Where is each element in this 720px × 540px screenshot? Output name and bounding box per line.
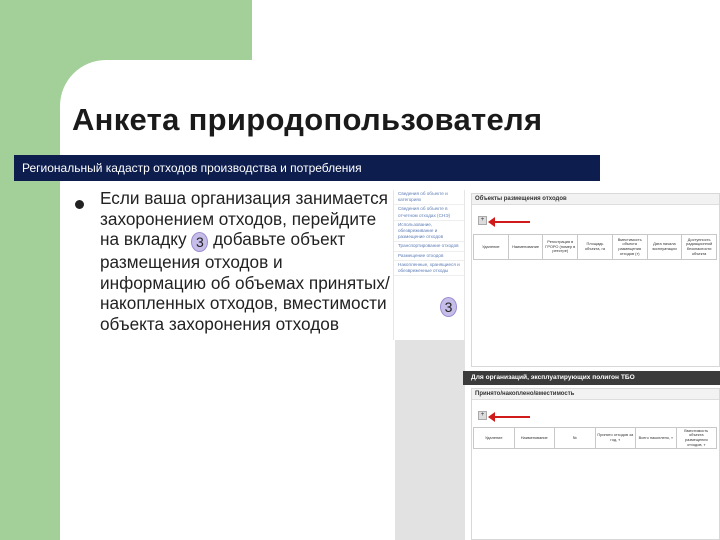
nav-item[interactable]: Транспортирование отходов bbox=[394, 242, 464, 251]
table-header-cell: Принято отходов за год, т bbox=[595, 428, 636, 449]
table-header-cell: Вместимость объекта размещения отходов, т bbox=[676, 428, 717, 449]
table-header-cell: Удаление bbox=[474, 428, 515, 449]
nav-item[interactable]: Использование, обезвреживание и размещение отходов bbox=[394, 221, 464, 243]
nav-item[interactable]: Сведения об объекте и категориях bbox=[394, 190, 464, 205]
subtitle-bar: Региональный кадастр отходов производства и потребления bbox=[14, 155, 600, 181]
table-header-cell: Дата начала эксплуатации bbox=[647, 235, 682, 260]
accepted-panel-title: Принято/накоплено/вместимость bbox=[472, 389, 719, 400]
screenshot-grey-strip bbox=[395, 340, 465, 540]
table-header-cell: Наименование bbox=[508, 235, 543, 260]
table-header-cell: Удаление bbox=[474, 235, 509, 260]
org-header-bar: Для организаций, эксплуатирующих полигон ТБО bbox=[463, 371, 720, 385]
tab-number-badge: 3 bbox=[191, 232, 208, 252]
accepted-panel bbox=[471, 388, 720, 540]
table-header-cell: Вместимость объекта размещения отходов (т) bbox=[612, 235, 647, 260]
bullet-text bbox=[100, 188, 392, 335]
add-object-icon[interactable]: + bbox=[478, 216, 487, 225]
nav-badge: 3 bbox=[440, 297, 457, 317]
nav-item[interactable]: Накопленные, хранящиеся и обезвреженные отходы bbox=[394, 261, 464, 276]
objects-table bbox=[473, 234, 717, 260]
objects-panel-title: Объекты размещения отходов bbox=[472, 194, 719, 205]
table-header-cell: № bbox=[555, 428, 596, 449]
table-header-cell: Площадь объекта, га bbox=[578, 235, 613, 260]
table-row bbox=[474, 235, 717, 260]
red-arrow-icon bbox=[494, 416, 530, 418]
red-arrow-icon bbox=[494, 221, 530, 223]
bullet-text-part2: добавьте объект размещения отходов и информацию об объемах принятых/накопленных отходов, вместимости объекта захоронения отходов bbox=[100, 229, 390, 334]
table-header-cell: Всего накоплено, т bbox=[636, 428, 677, 449]
bullet-dot bbox=[75, 200, 84, 209]
table-header-cell: Доступность радиационной безопасности объекта bbox=[682, 235, 717, 260]
nav-item[interactable]: Размещение отходов bbox=[394, 252, 464, 261]
accepted-table bbox=[473, 427, 717, 449]
objects-panel bbox=[471, 193, 720, 367]
slide-title: Анкета природопользователя bbox=[72, 102, 543, 137]
screenshot-nav-panel bbox=[393, 190, 465, 340]
bullet-text-part1: Если ваша организация занимается захоронением отходов, перейдите на вкладку bbox=[100, 188, 388, 250]
add-accepted-icon[interactable]: + bbox=[478, 411, 487, 420]
table-header-cell: Наименование bbox=[514, 428, 555, 449]
table-row bbox=[474, 428, 717, 449]
nav-item[interactable]: Сведения об объекте в отчетном отходах (СНЭ) bbox=[394, 205, 464, 220]
table-header-cell: Регистрация в ГРОРО (номер в реестре) bbox=[543, 235, 578, 260]
